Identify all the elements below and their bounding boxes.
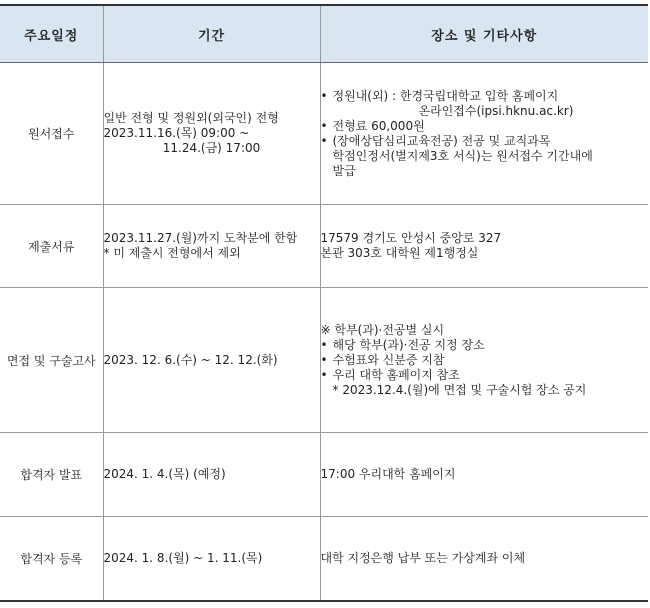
row-info xyxy=(320,288,648,433)
bullet-line: (장애상담심리교육전공) 전공 및 교직과목 xyxy=(332,133,551,148)
bullet-icon: • xyxy=(320,88,328,103)
table-row xyxy=(0,205,648,288)
period-line: 2023. 12. 6.(수) ~ 12. 12.(화) xyxy=(103,352,278,367)
table-row xyxy=(0,517,648,602)
info-bullet xyxy=(321,89,649,119)
row-label: 제출서류 xyxy=(0,205,103,288)
row-info xyxy=(320,205,648,288)
row-label: 합격자 등록 xyxy=(0,517,103,602)
info-line: 17579 경기도 안성시 중앙로 327 xyxy=(320,231,502,245)
row-label: 원서접수 xyxy=(0,63,103,205)
info-bullet xyxy=(321,353,649,368)
period-line: 2024. 1. 8.(월) ~ 1. 11.(목) xyxy=(103,551,263,565)
period-line: 11.24.(금) 17:00 xyxy=(162,141,261,155)
period-note: * 미 제출시 전형에서 제외 xyxy=(103,246,241,260)
info-note: * 2023.12.4.(월)에 면접 및 구술시험 장소 공지 xyxy=(332,382,587,397)
header-location-notes: 장소 및 기타사항 xyxy=(320,5,648,63)
row-period xyxy=(103,433,320,517)
bullet-icon: • xyxy=(320,133,328,148)
row-info xyxy=(320,433,648,517)
row-period xyxy=(103,63,320,205)
row-info xyxy=(320,517,648,602)
period-line: 2023.11.27.(월)까지 도착분에 한함 xyxy=(103,231,298,245)
period-line: 2023.11.16.(목) 09:00 ~ xyxy=(103,126,250,140)
info-intro: ※ 학부(과)·전공별 실시 xyxy=(320,322,445,337)
info-line: 17:00 우리대학 홈페이지 xyxy=(320,467,456,481)
info-bullet xyxy=(321,119,649,134)
bullet-line: 학점인정서(별지제3호 서식)는 원서접수 기간내에 xyxy=(332,148,593,163)
row-period xyxy=(103,205,320,288)
info-bullet xyxy=(321,368,649,383)
info-bullet xyxy=(321,134,649,179)
bullet-icon: • xyxy=(320,337,328,352)
bullet-line: 온라인접수(ipsi.hknu.ac.kr) xyxy=(418,103,574,118)
bullet-icon: • xyxy=(320,367,328,382)
info-line: 대학 지정은행 납부 또는 가상계좌 이체 xyxy=(320,551,526,565)
bullet-icon: • xyxy=(320,118,328,133)
info-line: 본관 303호 대학원 제1행정실 xyxy=(320,246,479,260)
header-period: 기간 xyxy=(103,5,320,63)
bullet-line: 발급 xyxy=(332,163,356,178)
table-header-row xyxy=(0,5,648,63)
bullet-line: 정원내(외) : 한경국립대학교 입학 홈페이지 xyxy=(332,88,559,103)
bullet-line: 수험표와 신분증 지참 xyxy=(332,352,445,367)
bullet-line: 전형료 60,000원 xyxy=(332,118,425,133)
table-row xyxy=(0,433,648,517)
info-bullet xyxy=(321,338,649,353)
bullet-icon: • xyxy=(320,352,328,367)
table-row xyxy=(0,288,648,433)
bullet-line: 우리 대학 홈페이지 참조 xyxy=(332,367,460,382)
row-label: 합격자 발표 xyxy=(0,433,103,517)
row-info xyxy=(320,63,648,205)
period-line: 2024. 1. 4.(목) (예정) xyxy=(103,467,226,481)
table-row xyxy=(0,63,648,205)
admission-schedule-table xyxy=(0,4,648,602)
period-line: 일반 전형 및 정원외(외국인) 전형 xyxy=(103,111,279,125)
header-schedule: 주요일정 xyxy=(0,5,103,63)
row-label: 면접 및 구술고사 xyxy=(0,288,103,433)
bullet-line: 해당 학부(과)·전공 지정 장소 xyxy=(332,337,485,352)
row-period xyxy=(103,288,320,433)
row-period xyxy=(103,517,320,602)
